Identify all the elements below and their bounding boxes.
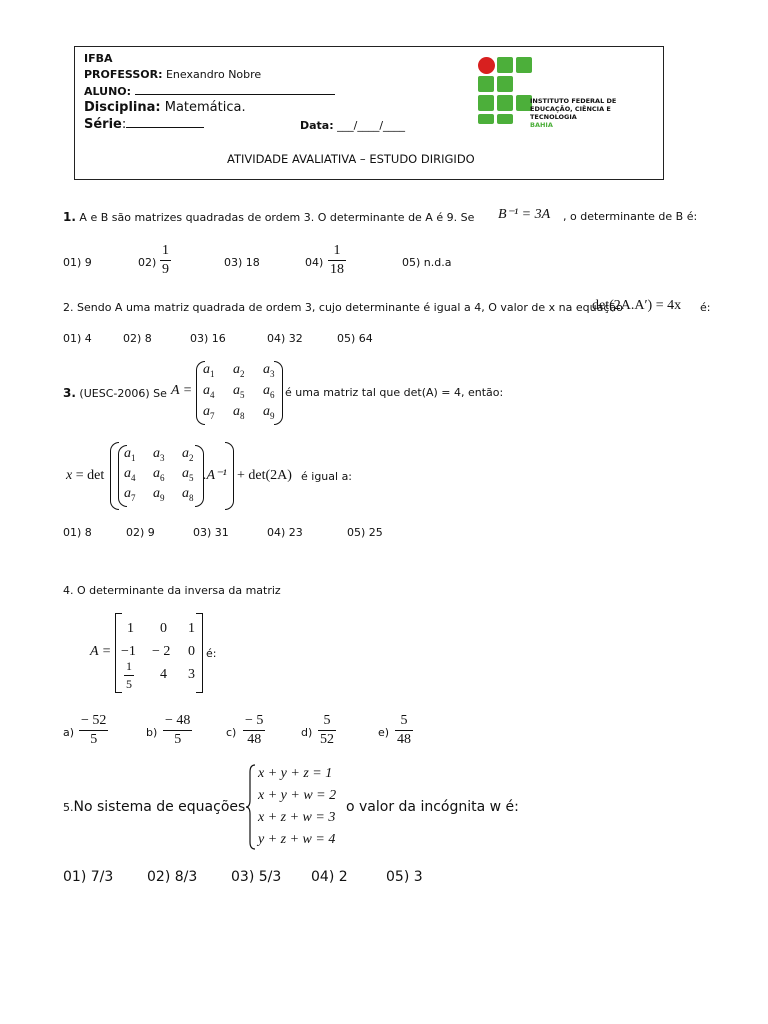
q4-option-a-fraction: − 52 5 xyxy=(81,713,107,747)
matrix-a-cell: $a_9$ xyxy=(263,404,275,421)
matrix-a-cell: $a_4$ xyxy=(203,383,215,400)
q1-statement: 1. A e B são matrizes quadradas de ordem 3. O determinante de A é 9. Se xyxy=(63,210,475,224)
q5-statement: 5.No sistema de equações xyxy=(63,799,246,815)
q4-lhs: A = xyxy=(90,644,112,659)
matrix-x-cell: $a_8$ xyxy=(182,486,194,503)
q4-statement: 4. O determinante da inversa da matriz xyxy=(63,584,281,597)
q2-option-3: 03) 16 xyxy=(190,332,226,345)
matrix-a-cell: $a_1$ xyxy=(203,362,215,379)
matrix-x-cell: $a_5$ xyxy=(182,466,194,483)
q5-equation-1: x + y + z = 1 xyxy=(258,766,333,781)
data-line: Data: ___/____/____ xyxy=(300,119,406,132)
serie-line: Série: xyxy=(84,117,204,132)
matrix-x-cell: $a_1$ xyxy=(124,446,136,463)
q2-equation: det(2A.A′) = 4x xyxy=(592,298,682,313)
matrix-a-cell: $a_3$ xyxy=(263,362,275,379)
matrix-a-cell: $a_2$ xyxy=(233,362,245,379)
aluno-line: ALUNO: xyxy=(84,84,335,98)
matrix-x-cell: $a_9$ xyxy=(153,486,165,503)
q1-option-5: 05) n.d.a xyxy=(402,256,452,269)
professor-line: PROFESSOR: Enexandro Nobre xyxy=(84,68,262,81)
matrix-x-cell: $a_7$ xyxy=(124,486,136,503)
q1-option-2-fraction: 1 9 xyxy=(162,243,169,277)
q4-tail: é: xyxy=(206,647,217,660)
q4-r2c1: −1 xyxy=(121,644,136,659)
q1-tail: , o determinante de B é: xyxy=(563,210,698,223)
q3-lhs: A = xyxy=(171,383,193,398)
q4-option-e-fraction: 5 48 xyxy=(397,713,411,747)
q5-equation-3: x + z + w = 3 xyxy=(258,810,336,825)
q5-option-3: 03) 5/3 xyxy=(231,869,282,885)
q2-statement: 2. Sendo A uma matriz quadrada de ordem 3, cujo determinante é igual a 4, O valor de x na equação xyxy=(63,301,623,314)
q2-option-2: 02) 8 xyxy=(123,332,152,345)
q3-option-5: 05) 25 xyxy=(347,526,383,539)
q3-option-2: 02) 9 xyxy=(126,526,155,539)
q4-option-c-fraction: − 5 48 xyxy=(245,713,264,747)
q1-equation: B⁻¹ = 3A xyxy=(498,207,551,222)
q2-option-1: 01) 4 xyxy=(63,332,92,345)
q4-option-b-fraction: − 48 5 xyxy=(165,713,191,747)
matrix-a-right-paren xyxy=(274,361,283,425)
q1-option-3: 03) 18 xyxy=(224,256,260,269)
q5-brace xyxy=(246,764,254,850)
q3-equals: é igual a: xyxy=(301,470,353,483)
q3-option-4: 04) 23 xyxy=(267,526,303,539)
q5-option-5: 05) 3 xyxy=(386,869,423,885)
q4-option-e-label: e) xyxy=(378,726,390,739)
q4-r1c1: 1 xyxy=(127,621,134,636)
q5-option-1: 01) 7/3 xyxy=(63,869,114,885)
q5-tail: o valor da incógnita w é: xyxy=(346,799,519,815)
q3-plus-term: + det(2A) xyxy=(237,468,292,483)
q3-option-3: 03) 31 xyxy=(193,526,229,539)
q4-option-b-label: b) xyxy=(146,726,158,739)
outer-right-paren xyxy=(225,442,234,510)
q1-option-4-label: 04) xyxy=(305,256,324,269)
school-name: IFBA xyxy=(84,52,113,65)
q4-r1c3: 1 xyxy=(188,621,195,636)
q4-option-d-label: d) xyxy=(301,726,313,739)
q1-option-2-label: 02) xyxy=(138,256,157,269)
q3-x-lhs: x = det xyxy=(66,468,105,483)
q1-option-1: 01) 9 xyxy=(63,256,92,269)
q4-r3c3: 3 xyxy=(188,667,195,682)
matrix-x-cell: $a_2$ xyxy=(182,446,194,463)
ifba-logo xyxy=(476,56,656,129)
q4-r3c1-fraction: 1 5 xyxy=(126,659,132,691)
q3-inverse: .A⁻¹ xyxy=(203,468,227,483)
q3-option-1: 01) 8 xyxy=(63,526,92,539)
matrix-x-cell: $a_6$ xyxy=(153,466,165,483)
disciplina-line: Disciplina: Matemática. xyxy=(84,100,246,115)
q3-tail: é uma matriz tal que det(A) = 4, então: xyxy=(285,386,504,399)
matrix-x-cell: $a_4$ xyxy=(124,466,136,483)
q3-statement: 3. (UESC-2006) Se xyxy=(63,386,167,400)
q4-r3c2: 4 xyxy=(160,667,167,682)
q4-r2c2: − 2 xyxy=(152,644,171,659)
q2-tail: é: xyxy=(700,301,711,314)
q4-r1c2: 0 xyxy=(160,621,167,636)
q4-option-d-fraction: 5 52 xyxy=(320,713,334,747)
q5-equation-2: x + y + w = 2 xyxy=(258,788,337,803)
q5-option-2: 02) 8/3 xyxy=(147,869,198,885)
q4-option-a-label: a) xyxy=(63,726,75,739)
matrix-a-cell: $a_7$ xyxy=(203,404,215,421)
matrix-x-cell: $a_3$ xyxy=(153,446,165,463)
q2-option-5: 05) 64 xyxy=(337,332,373,345)
activity-title: ATIVIDADE AVALIATIVA – ESTUDO DIRIGIDO xyxy=(227,152,475,166)
q4-option-c-label: c) xyxy=(226,726,237,739)
q5-option-4: 04) 2 xyxy=(311,869,348,885)
matrix-a-cell: $a_6$ xyxy=(263,383,275,400)
matrix-a-cell: $a_5$ xyxy=(233,383,245,400)
logo-text: INSTITUTO FEDERAL DE EDUCAÇÃO, CIÊNCIA E TECNOLOGIA BAHIA xyxy=(530,97,617,129)
matrix-q4-right-bracket xyxy=(196,613,203,693)
q2-option-4: 04) 32 xyxy=(267,332,303,345)
q5-equation-4: y + z + w = 4 xyxy=(258,832,336,847)
q1-option-4-fraction: 1 18 xyxy=(330,243,344,277)
q4-r2c3: 0 xyxy=(188,644,195,659)
matrix-a-cell: $a_8$ xyxy=(233,404,245,421)
